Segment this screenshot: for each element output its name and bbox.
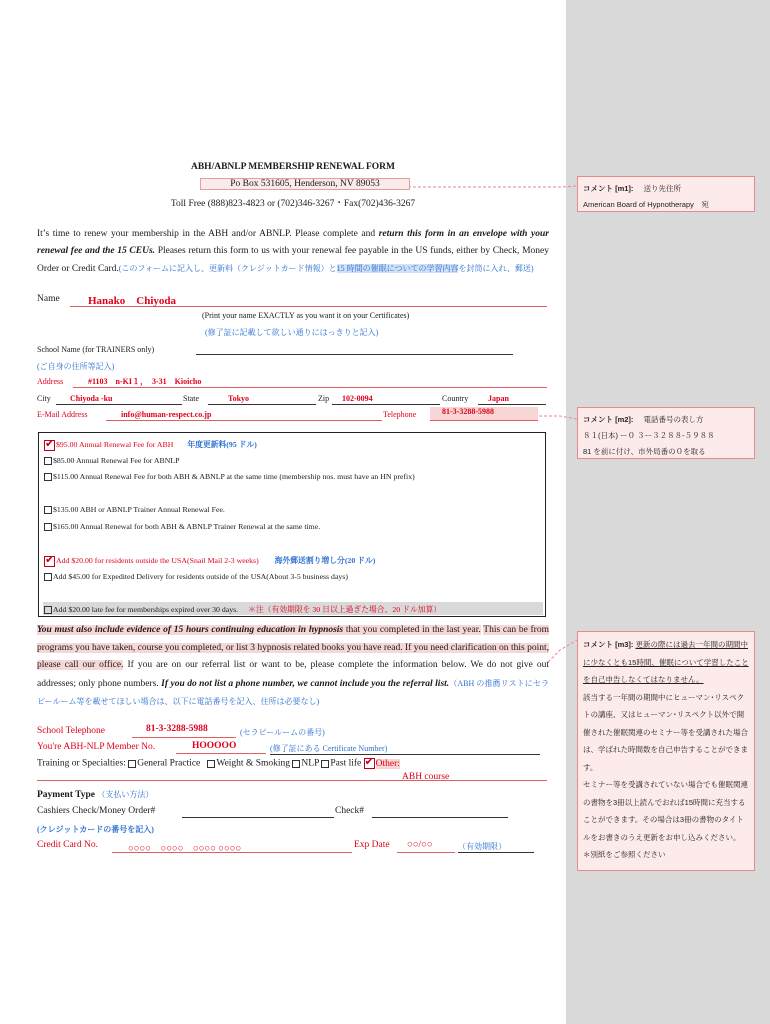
name-field[interactable]: Hanako Chiyoda	[70, 292, 547, 307]
checkbox-icon[interactable]	[44, 473, 52, 481]
fee-6-jp: 海外郵送割り増し分(20 ドル)	[274, 556, 376, 565]
comment-m1-header: コメント [m1]:	[583, 184, 634, 193]
intro-jp-2: 15 時間の催眠についての学習内容	[336, 264, 459, 273]
fee-7-label: Add $45.00 for Expedited Delivery for residents outside of the USA(About 3-5 business days)	[53, 572, 348, 581]
ceu-text-2: This can be from programs you have taken, course you completed, or list 3 hypnosis related books you have read.	[37, 625, 549, 653]
fee-3-label: $115.00 Annual Renewal Fee for both ABH & ABNLP at the same time (membership nos. must have an HN prefix)	[53, 472, 415, 481]
intro-jp-3: を封筒に入れ、郵送)	[458, 264, 534, 273]
address-field[interactable]: #1103 n-KI１， 3-31 Kioicho	[73, 376, 547, 388]
email-label: E-Mail Address	[37, 410, 88, 419]
checkbox-icon[interactable]	[321, 760, 329, 768]
ceu-text-3: If you need clarification on this point, please call our office.	[37, 642, 549, 670]
fee-8-label: Add $20.00 late fee for memberships expired over 30 days.	[53, 605, 239, 614]
country-field[interactable]: Japan	[478, 394, 546, 405]
checked-box-icon[interactable]	[44, 556, 55, 567]
credit-card-field[interactable]: ○○○○ ○○○○ ○○○○ ○○○○	[112, 840, 352, 853]
comment-m3-text-2: 該当する一年間の期間中にヒューマン･リスペクトの講座、又はヒューマン･リスペクト以外で開催された催眠関連のセミナー等を受講された場合は、学ばれた時間数を自己申告することができます。	[583, 692, 748, 772]
zip-label: Zip	[318, 394, 330, 403]
comment-m2-text-2: ８１(日本) ー０ ３ー３２８８-５９８８	[583, 431, 715, 440]
ceu-emphasis-2: If you do not list a phone number, we cannot include you the referral list.	[161, 678, 450, 689]
ceu-paragraph	[37, 622, 549, 712]
intro-emphasis: return this form in an envelope with your renewal fee and the 15 CEUs.	[37, 229, 549, 256]
comment-m1-text-2: American Board of Hypnotherapy 宛	[583, 200, 709, 209]
comment-m3-text-3: セミナー等を受講されていない場合でも催眠関連の書物を3冊以上読んでおれば15時間に充当することができます。その場合は3冊の書物のタイトルをお書きのうえ更新をお申し込みください。	[583, 780, 748, 842]
print-note: (Print your name EXACTLY as you want it on your Certificates)	[202, 311, 410, 320]
comment-m3-text-1: 更新の際には過去一年間の期間中に少なくとも15時間、催眠について学習したことを自己申告しなくてはなりません。	[583, 640, 749, 684]
checked-box-icon[interactable]	[364, 758, 375, 769]
email-field[interactable]: info@human-respect.co.jp	[106, 410, 382, 421]
comment-m3-header: コメント [m3]:	[583, 640, 634, 649]
checkbox-icon[interactable]	[44, 606, 52, 614]
school-name-field[interactable]	[196, 354, 513, 355]
training-row	[37, 758, 400, 769]
ceu-text-1: that you completed in the last year.	[343, 625, 481, 635]
member-no-field[interactable]: HOOOOO	[176, 741, 266, 754]
training-weight: Weight & Smoking	[216, 758, 291, 769]
print-note-jp: (修了証に記載して欲しい通りにはっきりと記入)	[205, 328, 379, 337]
school-telephone-jp: (セラピールームの番号)	[240, 728, 325, 737]
address-label: Address	[37, 377, 64, 386]
school-name-label: School Name (for TRAINERS only)	[37, 345, 155, 354]
exp-date-jp: （有効期限）	[458, 841, 534, 853]
ceu-emphasis: You must also include evidence of 15 hours continuing education in hypnosis	[37, 625, 344, 635]
comment-m2-header: コメント [m2]:	[583, 415, 634, 424]
state-field[interactable]: Tokyo	[208, 394, 316, 405]
payment-type-jp: （支払い方法）	[97, 790, 154, 799]
fee-4-label: $135.00 ABH or ABNLP Trainer Annual Renewal Fee.	[53, 505, 225, 514]
intro-text-2: Pleases return this form to us with your renewal fee payable in the US funds, either by Check, Money Order or Credit Card.	[37, 246, 549, 274]
city-field[interactable]: Chiyoda -ku	[56, 394, 182, 405]
contact-phone: Toll Free (888)823-4823 or (702)346-3267・Fax(702)436-3267	[170, 199, 416, 209]
exp-date-label: Exp Date	[354, 840, 390, 850]
member-no-jp: (修了証にある Certificate Number)	[270, 743, 540, 755]
city-label: City	[37, 394, 51, 403]
checkbox-icon[interactable]	[207, 760, 215, 768]
member-no-label: You're ABH-NLP Member No.	[37, 742, 156, 752]
fee-6-label: Add $20.00 for residents outside the USA(Snail Mail 2-3 weeks)	[56, 556, 259, 565]
form-title: ABH/ABNLP MEMBERSHIP RENEWAL FORM	[190, 162, 395, 172]
fee-option-6[interactable]	[44, 555, 544, 567]
training-nlp: NLP	[301, 758, 320, 769]
comment-m2[interactable]	[577, 407, 755, 459]
fee-2-label: $85.00 Annual Renewal Fee for ABNLP	[53, 456, 180, 465]
comment-m2-text-1: 電話番号の表し方	[643, 415, 704, 424]
comment-m1[interactable]	[577, 176, 755, 212]
training-past-life: Past life	[330, 758, 362, 769]
checkbox-icon[interactable]	[44, 523, 52, 531]
checkbox-icon[interactable]	[44, 506, 52, 514]
school-telephone-field[interactable]: 81-3-3288-5988	[132, 724, 236, 738]
fee-option-4[interactable]	[44, 505, 544, 514]
training-general: General Practice	[137, 758, 201, 769]
fee-option-8[interactable]	[44, 604, 544, 615]
fee-option-1[interactable]	[44, 439, 544, 451]
school-telephone-label: School Telephone	[37, 726, 106, 736]
state-label: State	[183, 394, 199, 403]
fee-8-jp: ＊注（有効期限を 30 日以上過ぎた場合、20 ドル加算）	[248, 605, 442, 614]
telephone-field[interactable]: 81-3-3288-5988	[430, 407, 538, 421]
training-label: Training or Specialties:	[37, 758, 126, 769]
check-label: Check#	[335, 806, 365, 816]
exp-date-field[interactable]: ○○/○○	[397, 840, 455, 853]
credit-card-note: (クレジットカードの番号を記入)	[37, 825, 154, 834]
checked-box-icon[interactable]	[44, 440, 55, 451]
checkbox-icon[interactable]	[128, 760, 136, 768]
ceu-text-4: If you are on our referral list or want to be, please complete the information below. We do not give out addresses; only phone numbers.	[37, 660, 549, 689]
other-specialty-value: ABH course	[402, 772, 450, 782]
comment-m2-text-3: 81 を前に付け、市外局番の０を取る	[583, 447, 706, 456]
zip-field[interactable]: 102-0094	[332, 394, 440, 405]
check-field[interactable]	[372, 817, 508, 818]
intro-jp-1: (このフォームに記入し、更新料（クレジットカード情報）と	[118, 264, 337, 273]
checkbox-icon[interactable]	[292, 760, 300, 768]
mailing-address: Po Box 531605, Henderson, NV 89053	[200, 178, 410, 190]
telephone-label: Telephone	[383, 410, 417, 419]
comment-m1-text-1: 送り先住所	[643, 184, 682, 193]
payment-type-row	[37, 789, 153, 800]
payment-type-title: Payment Type	[37, 790, 95, 800]
training-other: Other:	[375, 758, 400, 769]
fee-option-5[interactable]	[44, 522, 544, 531]
country-label: Country	[442, 394, 469, 403]
fee-option-7[interactable]	[44, 572, 544, 581]
other-specialty-field[interactable]	[37, 780, 547, 781]
comment-m3[interactable]	[577, 631, 755, 871]
fee-option-3[interactable]	[44, 472, 544, 481]
cashiers-field[interactable]	[182, 817, 334, 818]
fee-1-jp: 年度更新料(95 ドル)	[187, 440, 257, 449]
intro-paragraph	[37, 226, 549, 278]
fee-5-label: $165.00 Annual Renewal for both ABH & ABNLP Trainer Renewal at the same time.	[53, 522, 321, 531]
checkbox-icon[interactable]	[44, 573, 52, 581]
intro-text-1: It’s time to renew your membership in the ABH and/or ABNLP. Please complete and	[37, 229, 379, 239]
cashiers-label: Cashiers Check/Money Order#	[37, 806, 156, 816]
ceu-jp: （ABH の推薦リストにセラピールーム等を載せてほしい場合は、以下に電話番号を記入、住所は必要なし)	[37, 678, 549, 706]
comment-m3-text-4: ＊別紙をご参照ください	[583, 850, 666, 859]
fee-option-2[interactable]	[44, 456, 544, 465]
credit-card-label: Credit Card No.	[37, 840, 98, 850]
checkbox-icon[interactable]	[44, 457, 52, 465]
name-label: Name	[37, 294, 60, 304]
fee-1-label: $95.00 Annual Renewal Fee for ABH	[56, 440, 174, 449]
school-name-jp: (ご自身の住所等記入)	[37, 362, 115, 371]
